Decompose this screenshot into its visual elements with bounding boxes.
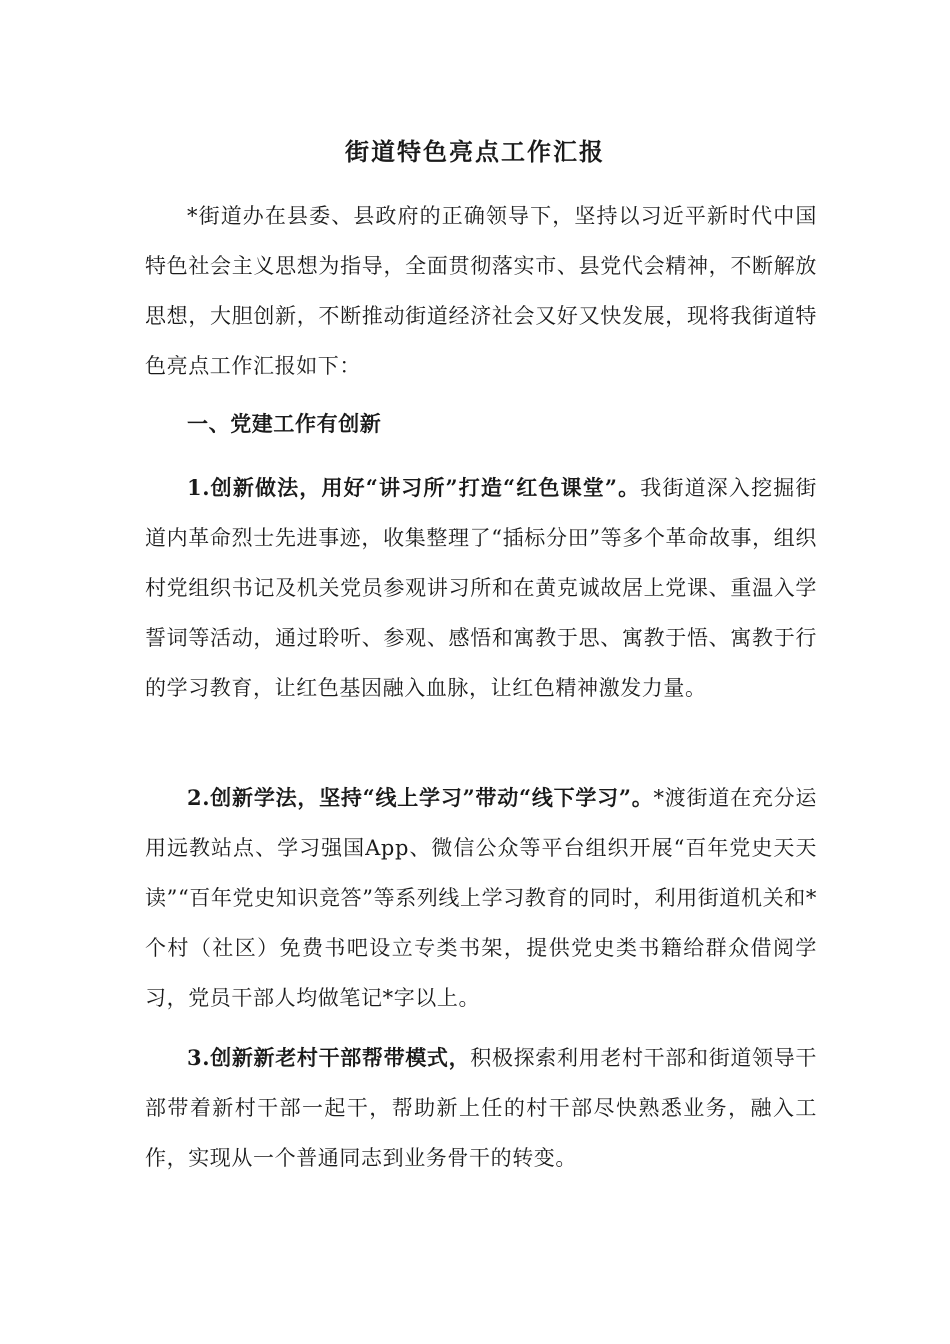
item-lead: 3.创新新老村干部帮带模式， [187, 1045, 471, 1070]
document-title: 街道特色亮点工作汇报 [345, 137, 605, 166]
item-body: 我街道深入挖掘街道内革命烈士先进事迹，收集整理了“插标分田”等多个革命故事，组织村党组织书记及机关党员参观讲习所和在黄克诚故居上党课、重温入学誓词等活动，通过聆听、参观、感悟和寓教于思、寓教于悟、寓教于行的学习教育，让红色基因融入血脉，让红色精神激发力量。 [145, 476, 817, 700]
item-body: 积极探索利用老村干部和街道领导干部带着新村干部一起干，帮助新上任的村干部尽快熟悉业务，融入工作，实现从一个普通同志到业务骨干的转变。 [145, 1046, 817, 1170]
section-heading: 一、党建工作有创新 [187, 411, 382, 436]
item-lead: 1.创新做法，用好“讲习所”打造“红色课堂”。 [187, 475, 641, 500]
item-body: *渡街道在充分运用远教站点、学习强国App、微信公众等平台组织开展“百年党史天天读”“百年党史知识竞答”等系列线上学习教育的同时，利用街道机关和*个村（社区）免费书吧设立专类书架，提供党史类书籍给群众借阅学习，党员干部人均做笔记*字以上。 [145, 786, 817, 1010]
list-item [145, 773, 817, 1023]
list-item [145, 1033, 817, 1183]
list-item [145, 463, 817, 713]
intro-paragraph: *街道办在县委、县政府的正确领导下，坚持以习近平新时代中国特色社会主义思想为指导，全面贯彻落实市、县党代会精神，不断解放思想，大胆创新，不断推动街道经济社会又好又快发展，现将我街道特色亮点工作汇报如下： [145, 204, 817, 378]
item-lead: 2.创新学法，坚持“线上学习”带动“线下学习”。 [187, 785, 654, 810]
